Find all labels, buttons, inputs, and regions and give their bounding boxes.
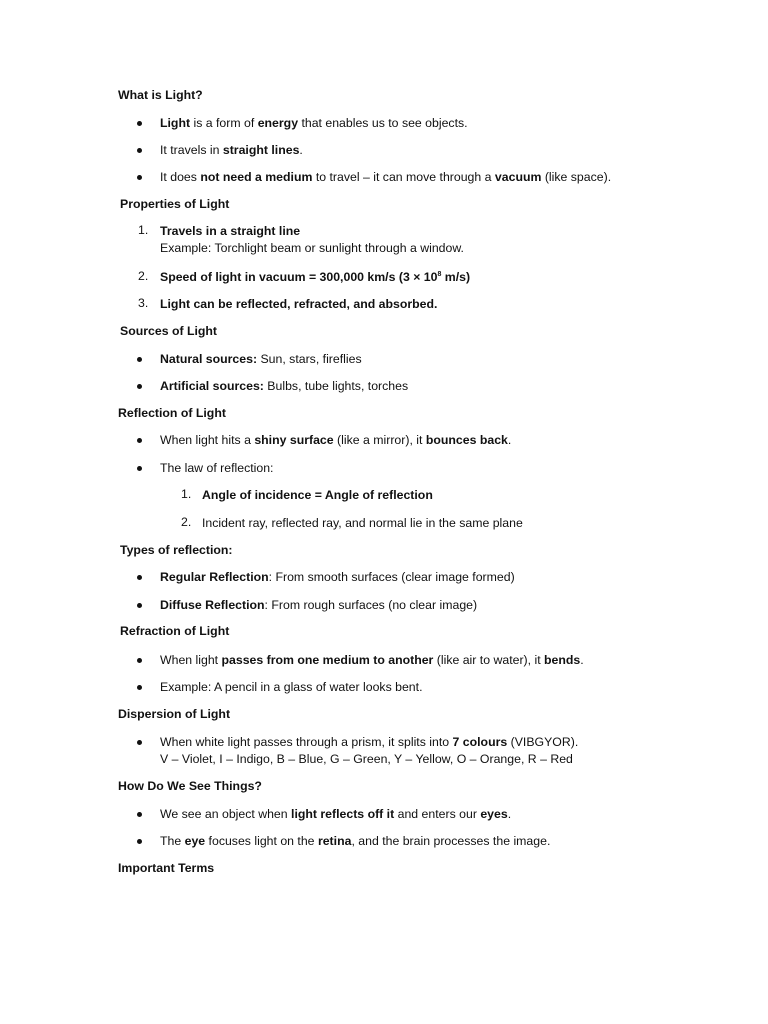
list-item: Light is a form of energy that enables us to see objects. <box>160 116 468 130</box>
list-number: 2. <box>138 269 149 283</box>
list-item: When light passes from one medium to another (like air to water), it bends. <box>160 653 584 667</box>
bullet-icon <box>137 175 142 180</box>
bullet-icon <box>137 438 142 443</box>
list-item: Angle of incidence = Angle of reflection <box>202 488 433 502</box>
heading-how-do-we-see-things: How Do We See Things? <box>118 779 262 793</box>
bullet-icon <box>137 658 142 663</box>
list-number: 3. <box>138 296 149 310</box>
list-number: 1. <box>181 487 192 501</box>
bullet-icon <box>137 121 142 126</box>
list-item: When light hits a shiny surface (like a mirror), it bounces back. <box>160 433 512 447</box>
list-item: The eye focuses light on the retina, and the brain processes the image. <box>160 834 551 848</box>
heading-types-of-reflection: Types of reflection: <box>120 543 233 557</box>
list-item: It travels in straight lines. <box>160 143 303 157</box>
heading-reflection-of-light: Reflection of Light <box>118 406 226 420</box>
bullet-icon <box>137 148 142 153</box>
list-number: 1. <box>138 223 149 237</box>
bullet-icon <box>137 812 142 817</box>
list-item: The law of reflection: <box>160 461 274 475</box>
heading-what-is-light: What is Light? <box>118 88 203 102</box>
heading-sources-of-light: Sources of Light <box>120 324 218 338</box>
list-item: Regular Reflection: From smooth surfaces (clear image formed) <box>160 570 515 584</box>
list-item: Light can be reflected, refracted, and absorbed. <box>160 297 438 311</box>
list-item: Travels in a straight line Example: Torchlight beam or sunlight through a window. <box>160 224 464 255</box>
list-item: Diffuse Reflection: From rough surfaces (no clear image) <box>160 598 478 612</box>
heading-properties-of-light: Properties of Light <box>120 197 230 211</box>
list-item: Incident ray, reflected ray, and normal lie in the same plane <box>202 516 523 530</box>
list-number: 2. <box>181 515 192 529</box>
bullet-icon <box>137 685 142 690</box>
bullet-icon <box>137 839 142 844</box>
bullet-icon <box>137 575 142 580</box>
list-item: Artificial sources: Bulbs, tube lights, torches <box>160 379 409 393</box>
list-item: Example: A pencil in a glass of water looks bent. <box>160 680 423 694</box>
heading-dispersion-of-light: Dispersion of Light <box>118 707 231 721</box>
heading-refraction-of-light: Refraction of Light <box>120 624 230 638</box>
bullet-icon <box>137 357 142 362</box>
list-item: Speed of light in vacuum = 300,000 km/s ($3 \times 10^8$ m/s) <box>160 270 471 284</box>
list-item: When white light passes through a prism, it splits into 7 colours (VIBGYOR). V – Violet, I – Indigo, B – Blue, G – Green, Y – Yellow, O – Orange, R – Red <box>160 735 579 766</box>
list-item: Natural sources: Sun, stars, fireflies <box>160 352 362 366</box>
heading-important-terms: Important Terms <box>118 861 215 875</box>
list-item: We see an object when light reflects off it and enters our eyes. <box>160 807 512 821</box>
bullet-icon <box>137 384 142 389</box>
bullet-icon <box>137 740 142 745</box>
list-item: It does not need a medium to travel – it can move through a vacuum (like space). <box>160 170 612 184</box>
bullet-icon <box>137 466 142 471</box>
bullet-icon <box>137 603 142 608</box>
